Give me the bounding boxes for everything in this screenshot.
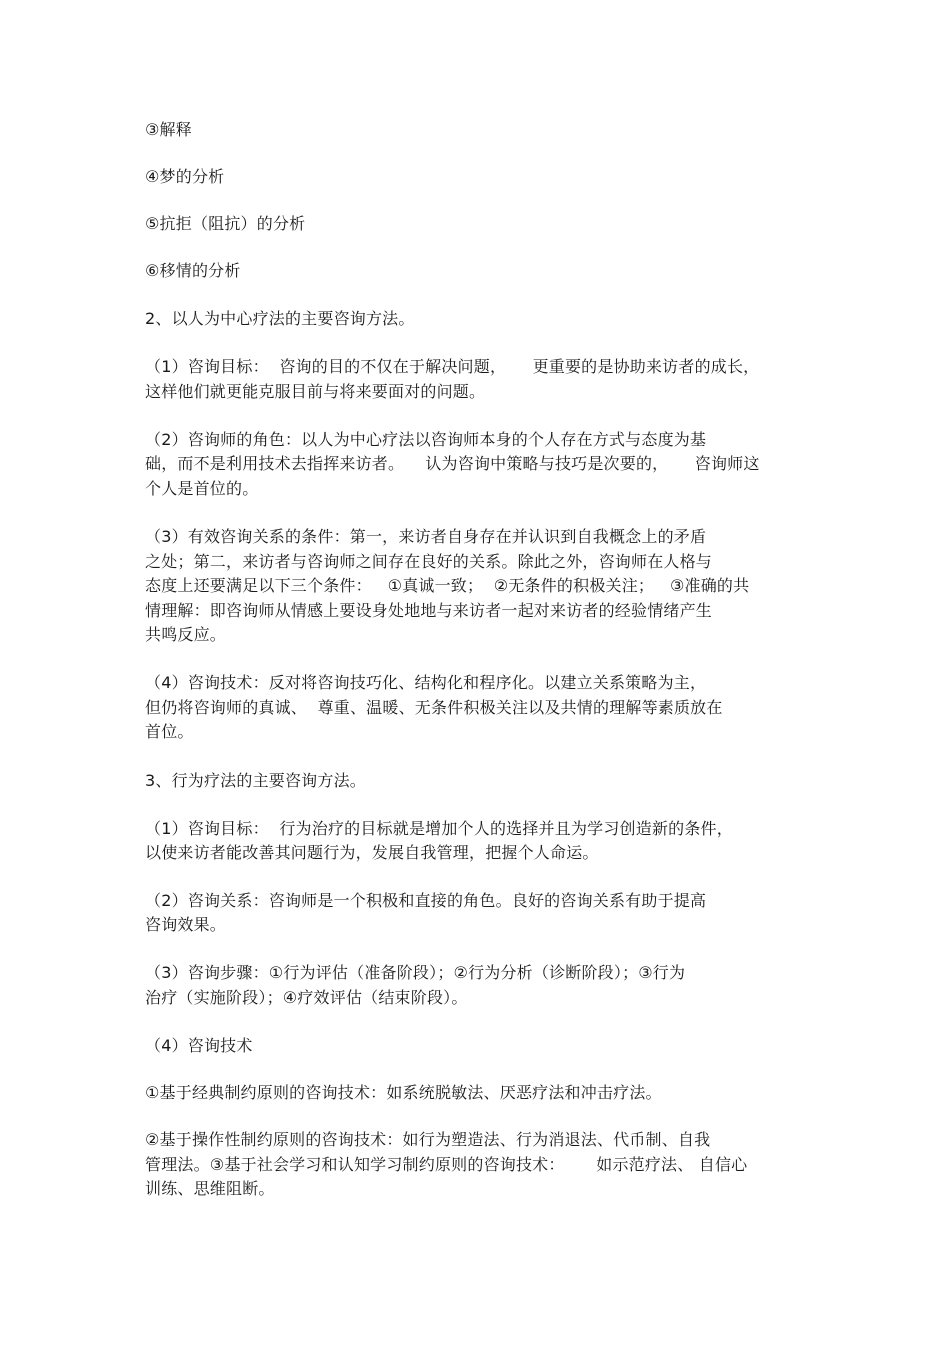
- text-line: 管理法。③基于社会学习和认知学习制约原则的咨询技术： 如示范疗法、 自信心: [145, 1155, 748, 1174]
- text-line: （2）咨询师的角色：以人为中心疗法以咨询师本身的个人存在方式与态度为基: [145, 430, 707, 449]
- text-line: 但仍将咨询师的真诚、 尊重、温暖、无条件积极关注以及共情的理解等素质放在: [145, 698, 723, 717]
- text-line: 这样他们就更能克服目前与将来要面对的问题。: [145, 382, 486, 401]
- text-line: 个人是首位的。: [145, 479, 259, 498]
- text-line: （1）咨询目标： 咨询的目的不仅在于解决问题， 更重要的是协助来访者的成长，: [145, 357, 760, 376]
- text-line: ⑤抗拒（阻抗）的分析: [145, 214, 306, 233]
- text-line: 首位。: [145, 722, 194, 741]
- text-line: （2）咨询关系：咨询师是一个积极和直接的角色。良好的咨询关系有助于提高: [145, 891, 707, 910]
- text-line: 之处；第二，来访者与咨询师之间存在良好的关系。除此之外，咨询师在人格与: [145, 552, 713, 571]
- text-line: （4）咨询技术：反对将咨询技巧化、结构化和程序化。以建立关系策略为主，: [145, 673, 707, 692]
- section-heading: 2、以人为中心疗法的主要咨询方法。: [145, 309, 415, 328]
- text-line: （1）咨询目标： 行为治疗的目标就是增加个人的选择并且为学习创造新的条件，: [145, 819, 733, 838]
- text-line: 治疗（实施阶段）；④疗效评估（结束阶段）。: [145, 988, 468, 1007]
- section-heading: 3、行为疗法的主要咨询方法。: [145, 771, 366, 790]
- text-line: ①基于经典制约原则的咨询技术：如系统脱敏法、厌恶疗法和冲击疗法。: [145, 1083, 662, 1102]
- text-line: 咨询效果。: [145, 915, 227, 934]
- text-line: 以使来访者能改善其问题行为，发展自我管理，把握个人命运。: [145, 843, 599, 862]
- text-line: 训练、思维阻断。: [145, 1179, 275, 1198]
- text-line: （3）咨询步骤：①行为评估（准备阶段）；②行为分析（诊断阶段）；③行为: [145, 963, 686, 982]
- text-line: （4）咨询技术: [145, 1036, 253, 1055]
- text-line: ⑥移情的分析: [145, 261, 241, 280]
- text-line: ④梦的分析: [145, 167, 225, 186]
- text-line: 情理解：即咨询师从情感上要设身处地地与来访者一起对来访者的经验情绪产生: [145, 601, 713, 620]
- text-line: 础，而不是利用技术去指挥来访者。 认为咨询中策略与技巧是次要的， 咨询师这: [145, 454, 760, 473]
- text-line: ②基于操作性制约原则的咨询技术：如行为塑造法、行为消退法、代币制、自我: [145, 1130, 711, 1149]
- text-line: 共鸣反应。: [145, 625, 227, 644]
- text-line: ③解释: [145, 120, 192, 139]
- text-line: （3）有效咨询关系的条件：第一，来访者自身存在并认识到自我概念上的矛盾: [145, 527, 707, 546]
- text-line: 态度上还要满足以下三个条件： ①真诚一致； ②无条件的积极关注； ③准确的共: [145, 576, 750, 595]
